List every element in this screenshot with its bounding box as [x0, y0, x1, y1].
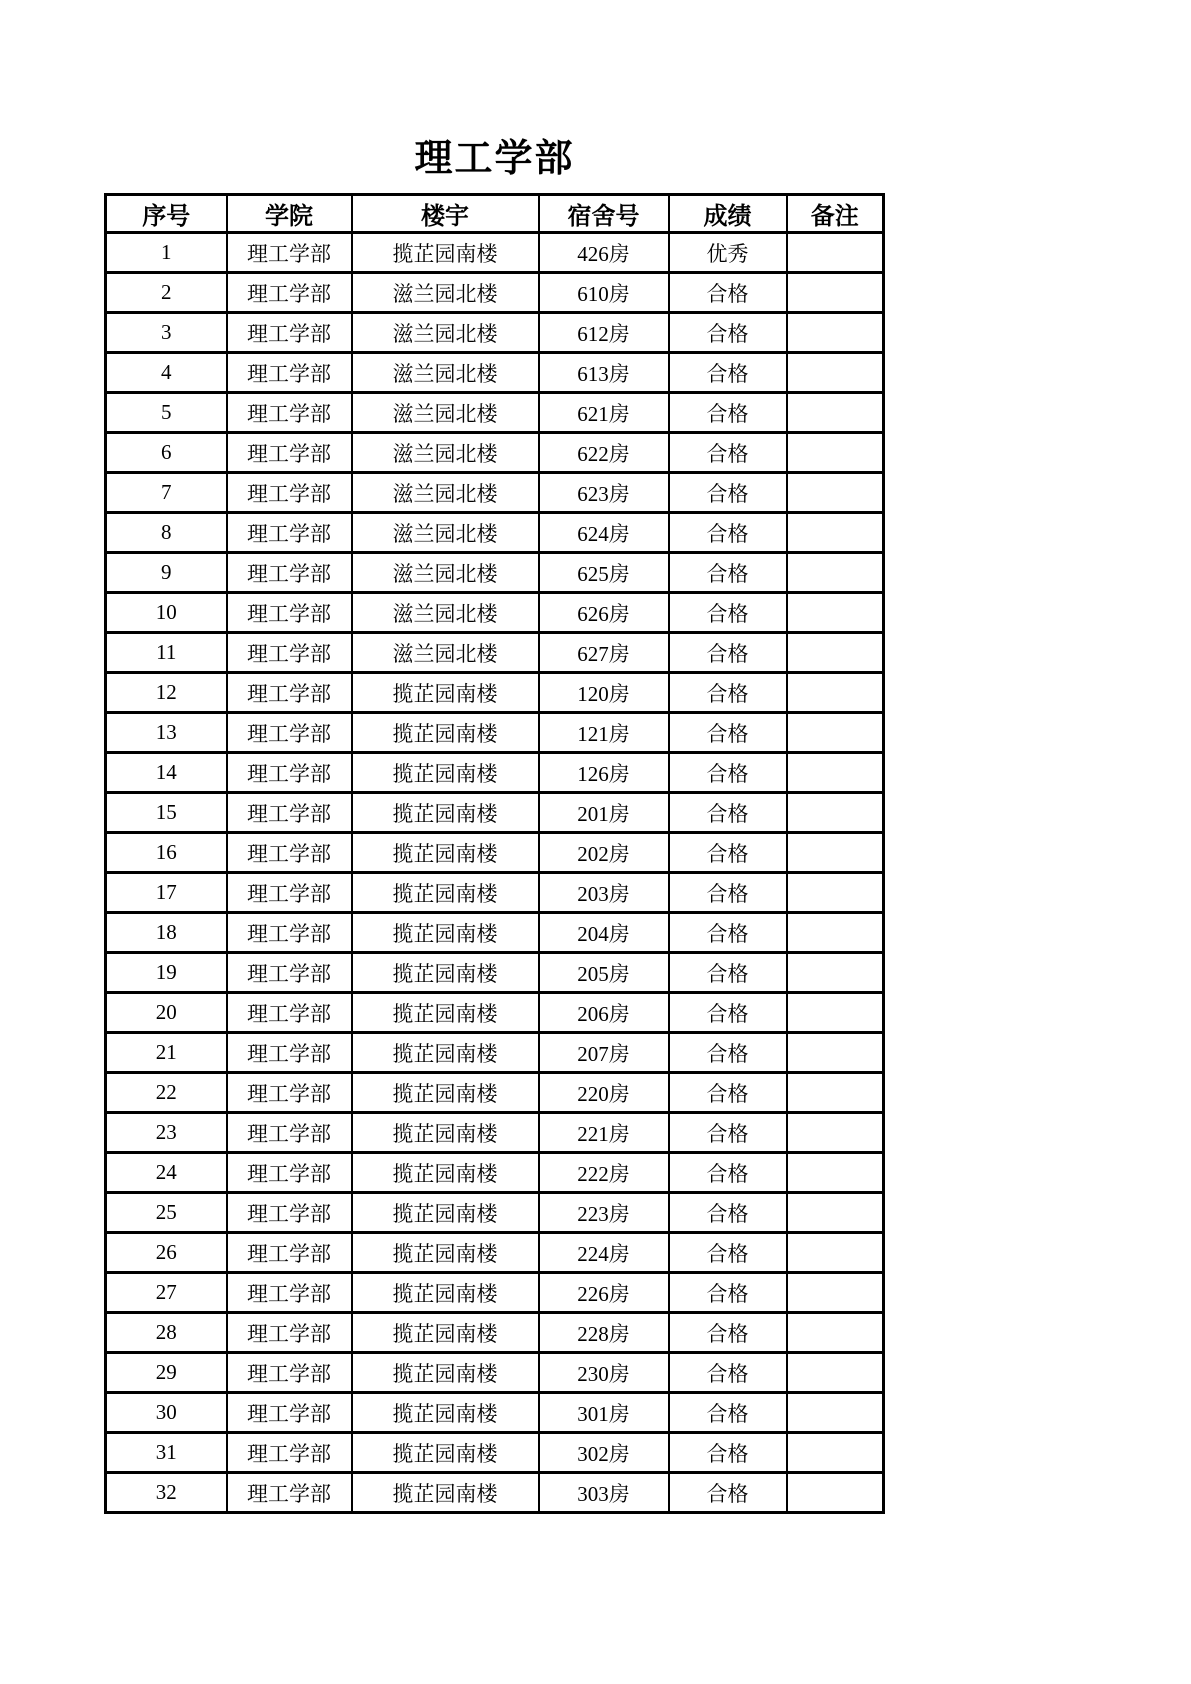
cell-remark	[787, 1113, 884, 1153]
table-row	[106, 713, 884, 753]
cell-remark	[787, 393, 884, 433]
cell-building: 揽芷园南楼	[352, 673, 539, 713]
table-row	[106, 1313, 884, 1353]
cell-remark	[787, 1393, 884, 1433]
cell-room: 625房	[539, 553, 669, 593]
cell-room: 613房	[539, 353, 669, 393]
cell-remark	[787, 913, 884, 953]
cell-building: 揽芷园南楼	[352, 873, 539, 913]
cell-college: 理工学部	[227, 1473, 352, 1513]
cell-building: 滋兰园北楼	[352, 313, 539, 353]
cell-college: 理工学部	[227, 233, 352, 273]
cell-building: 揽芷园南楼	[352, 993, 539, 1033]
cell-remark	[787, 1313, 884, 1353]
cell-building: 揽芷园南楼	[352, 1113, 539, 1153]
header-building: 楼宇	[352, 195, 539, 233]
cell-room: 220房	[539, 1073, 669, 1113]
cell-grade: 合格	[669, 913, 787, 953]
cell-room: 621房	[539, 393, 669, 433]
table-row	[106, 233, 884, 273]
cell-college: 理工学部	[227, 1033, 352, 1073]
roster-table	[104, 193, 885, 1514]
cell-remark	[787, 1193, 884, 1233]
cell-seq: 16	[106, 833, 227, 873]
cell-college: 理工学部	[227, 993, 352, 1033]
cell-grade: 合格	[669, 1273, 787, 1313]
cell-remark	[787, 1153, 884, 1193]
cell-building: 揽芷园南楼	[352, 953, 539, 993]
cell-remark	[787, 513, 884, 553]
cell-grade: 合格	[669, 1153, 787, 1193]
cell-college: 理工学部	[227, 1113, 352, 1153]
cell-building: 滋兰园北楼	[352, 473, 539, 513]
cell-college: 理工学部	[227, 1073, 352, 1113]
cell-grade: 合格	[669, 433, 787, 473]
cell-room: 228房	[539, 1313, 669, 1353]
cell-grade: 合格	[669, 353, 787, 393]
header-seq: 序号	[106, 195, 227, 233]
cell-grade: 合格	[669, 513, 787, 553]
table-row	[106, 993, 884, 1033]
table-row	[106, 393, 884, 433]
cell-seq: 29	[106, 1353, 227, 1393]
cell-building: 滋兰园北楼	[352, 633, 539, 673]
cell-college: 理工学部	[227, 513, 352, 553]
cell-college: 理工学部	[227, 793, 352, 833]
cell-remark	[787, 673, 884, 713]
cell-college: 理工学部	[227, 353, 352, 393]
cell-building: 揽芷园南楼	[352, 833, 539, 873]
cell-college: 理工学部	[227, 713, 352, 753]
cell-remark	[787, 553, 884, 593]
cell-grade: 合格	[669, 1433, 787, 1473]
cell-remark	[787, 353, 884, 393]
cell-building: 揽芷园南楼	[352, 1313, 539, 1353]
cell-room: 426房	[539, 233, 669, 273]
table-row	[106, 1273, 884, 1313]
cell-grade: 合格	[669, 313, 787, 353]
cell-seq: 21	[106, 1033, 227, 1073]
cell-room: 303房	[539, 1473, 669, 1513]
cell-remark	[787, 873, 884, 913]
cell-room: 204房	[539, 913, 669, 953]
cell-remark	[787, 793, 884, 833]
cell-seq: 19	[106, 953, 227, 993]
table-row	[106, 913, 884, 953]
cell-seq: 14	[106, 753, 227, 793]
table-row	[106, 1073, 884, 1113]
cell-seq: 23	[106, 1113, 227, 1153]
cell-grade: 合格	[669, 273, 787, 313]
cell-remark	[787, 233, 884, 273]
cell-building: 滋兰园北楼	[352, 593, 539, 633]
cell-building: 揽芷园南楼	[352, 793, 539, 833]
cell-grade: 合格	[669, 713, 787, 753]
table-row	[106, 873, 884, 913]
cell-seq: 3	[106, 313, 227, 353]
cell-seq: 24	[106, 1153, 227, 1193]
page-title: 理工学部	[414, 138, 575, 180]
cell-remark	[787, 633, 884, 673]
table-row	[106, 753, 884, 793]
table-body	[106, 233, 884, 1513]
cell-building: 揽芷园南楼	[352, 1153, 539, 1193]
cell-grade: 合格	[669, 473, 787, 513]
cell-building: 滋兰园北楼	[352, 513, 539, 553]
cell-room: 121房	[539, 713, 669, 753]
cell-grade: 合格	[669, 1473, 787, 1513]
table-row	[106, 1473, 884, 1513]
cell-seq: 17	[106, 873, 227, 913]
cell-seq: 12	[106, 673, 227, 713]
cell-room: 203房	[539, 873, 669, 913]
cell-building: 滋兰园北楼	[352, 393, 539, 433]
cell-room: 230房	[539, 1353, 669, 1393]
cell-seq: 11	[106, 633, 227, 673]
cell-room: 206房	[539, 993, 669, 1033]
cell-room: 226房	[539, 1273, 669, 1313]
cell-college: 理工学部	[227, 1393, 352, 1433]
table-row	[106, 793, 884, 833]
cell-room: 202房	[539, 833, 669, 873]
cell-building: 揽芷园南楼	[352, 1473, 539, 1513]
cell-room: 626房	[539, 593, 669, 633]
cell-remark	[787, 433, 884, 473]
table-row	[106, 673, 884, 713]
cell-college: 理工学部	[227, 553, 352, 593]
cell-college: 理工学部	[227, 673, 352, 713]
cell-college: 理工学部	[227, 873, 352, 913]
cell-grade: 合格	[669, 1033, 787, 1073]
cell-seq: 15	[106, 793, 227, 833]
cell-seq: 25	[106, 1193, 227, 1233]
cell-building: 揽芷园南楼	[352, 1273, 539, 1313]
cell-room: 201房	[539, 793, 669, 833]
cell-remark	[787, 313, 884, 353]
cell-room: 221房	[539, 1113, 669, 1153]
table-row	[106, 353, 884, 393]
cell-room: 302房	[539, 1433, 669, 1473]
cell-grade: 合格	[669, 1393, 787, 1433]
cell-room: 622房	[539, 433, 669, 473]
cell-room: 126房	[539, 753, 669, 793]
cell-college: 理工学部	[227, 273, 352, 313]
cell-room: 624房	[539, 513, 669, 553]
table-row	[106, 313, 884, 353]
cell-seq: 7	[106, 473, 227, 513]
table-row	[106, 1033, 884, 1073]
table-row	[106, 473, 884, 513]
cell-room: 222房	[539, 1153, 669, 1193]
cell-seq: 8	[106, 513, 227, 553]
cell-seq: 32	[106, 1473, 227, 1513]
cell-building: 揽芷园南楼	[352, 713, 539, 753]
table-header	[106, 195, 884, 233]
cell-building: 滋兰园北楼	[352, 553, 539, 593]
cell-building: 滋兰园北楼	[352, 273, 539, 313]
cell-grade: 合格	[669, 1313, 787, 1353]
cell-seq: 1	[106, 233, 227, 273]
cell-room: 623房	[539, 473, 669, 513]
cell-room: 205房	[539, 953, 669, 993]
cell-building: 揽芷园南楼	[352, 1073, 539, 1113]
cell-college: 理工学部	[227, 1233, 352, 1273]
cell-college: 理工学部	[227, 393, 352, 433]
cell-building: 揽芷园南楼	[352, 233, 539, 273]
cell-remark	[787, 713, 884, 753]
table-row	[106, 953, 884, 993]
cell-room: 610房	[539, 273, 669, 313]
table-row	[106, 833, 884, 873]
header-row	[106, 195, 884, 233]
cell-grade: 合格	[669, 873, 787, 913]
cell-seq: 22	[106, 1073, 227, 1113]
header-grade: 成绩	[669, 195, 787, 233]
cell-college: 理工学部	[227, 1153, 352, 1193]
cell-seq: 26	[106, 1233, 227, 1273]
cell-seq: 9	[106, 553, 227, 593]
table-row	[106, 593, 884, 633]
cell-building: 滋兰园北楼	[352, 433, 539, 473]
cell-grade: 合格	[669, 793, 787, 833]
cell-seq: 13	[106, 713, 227, 753]
cell-room: 301房	[539, 1393, 669, 1433]
header-college: 学院	[227, 195, 352, 233]
cell-college: 理工学部	[227, 913, 352, 953]
cell-seq: 20	[106, 993, 227, 1033]
cell-grade: 合格	[669, 393, 787, 433]
cell-remark	[787, 593, 884, 633]
cell-grade: 合格	[669, 1353, 787, 1393]
cell-seq: 18	[106, 913, 227, 953]
cell-grade: 合格	[669, 1233, 787, 1273]
cell-room: 207房	[539, 1033, 669, 1073]
table-row	[106, 553, 884, 593]
table-row	[106, 1433, 884, 1473]
cell-grade: 合格	[669, 953, 787, 993]
table-row	[106, 513, 884, 553]
cell-grade: 合格	[669, 553, 787, 593]
cell-seq: 10	[106, 593, 227, 633]
cell-grade: 优秀	[669, 233, 787, 273]
cell-college: 理工学部	[227, 593, 352, 633]
cell-room: 224房	[539, 1233, 669, 1273]
cell-room: 223房	[539, 1193, 669, 1233]
table-row	[106, 1193, 884, 1233]
cell-grade: 合格	[669, 673, 787, 713]
cell-seq: 6	[106, 433, 227, 473]
cell-building: 揽芷园南楼	[352, 1433, 539, 1473]
cell-grade: 合格	[669, 993, 787, 1033]
cell-remark	[787, 1033, 884, 1073]
cell-room: 612房	[539, 313, 669, 353]
cell-college: 理工学部	[227, 1313, 352, 1353]
cell-college: 理工学部	[227, 313, 352, 353]
cell-building: 揽芷园南楼	[352, 753, 539, 793]
cell-seq: 27	[106, 1273, 227, 1313]
cell-seq: 31	[106, 1433, 227, 1473]
cell-college: 理工学部	[227, 1433, 352, 1473]
cell-grade: 合格	[669, 1113, 787, 1153]
cell-remark	[787, 1353, 884, 1393]
cell-college: 理工学部	[227, 1273, 352, 1313]
cell-building: 揽芷园南楼	[352, 913, 539, 953]
cell-building: 揽芷园南楼	[352, 1233, 539, 1273]
table-row	[106, 1393, 884, 1433]
cell-seq: 2	[106, 273, 227, 313]
cell-grade: 合格	[669, 633, 787, 673]
cell-college: 理工学部	[227, 1353, 352, 1393]
table-row	[106, 1353, 884, 1393]
cell-building: 揽芷园南楼	[352, 1033, 539, 1073]
cell-remark	[787, 953, 884, 993]
table-row	[106, 633, 884, 673]
table-row	[106, 1233, 884, 1273]
cell-seq: 4	[106, 353, 227, 393]
table-row	[106, 1153, 884, 1193]
cell-college: 理工学部	[227, 433, 352, 473]
cell-grade: 合格	[669, 833, 787, 873]
cell-seq: 5	[106, 393, 227, 433]
cell-grade: 合格	[669, 1193, 787, 1233]
cell-remark	[787, 473, 884, 513]
cell-building: 滋兰园北楼	[352, 353, 539, 393]
cell-college: 理工学部	[227, 753, 352, 793]
cell-remark	[787, 1233, 884, 1273]
cell-remark	[787, 833, 884, 873]
cell-remark	[787, 993, 884, 1033]
table-row	[106, 273, 884, 313]
cell-remark	[787, 753, 884, 793]
cell-college: 理工学部	[227, 473, 352, 513]
cell-remark	[787, 1073, 884, 1113]
cell-grade: 合格	[669, 753, 787, 793]
cell-grade: 合格	[669, 1073, 787, 1113]
header-room: 宿舍号	[539, 195, 669, 233]
cell-room: 120房	[539, 673, 669, 713]
cell-grade: 合格	[669, 593, 787, 633]
header-remark: 备注	[787, 195, 884, 233]
cell-room: 627房	[539, 633, 669, 673]
cell-building: 揽芷园南楼	[352, 1353, 539, 1393]
cell-remark	[787, 1473, 884, 1513]
cell-remark	[787, 1433, 884, 1473]
table-row	[106, 1113, 884, 1153]
cell-college: 理工学部	[227, 833, 352, 873]
cell-seq: 28	[106, 1313, 227, 1353]
cell-seq: 30	[106, 1393, 227, 1433]
cell-college: 理工学部	[227, 1193, 352, 1233]
cell-building: 揽芷园南楼	[352, 1193, 539, 1233]
cell-building: 揽芷园南楼	[352, 1393, 539, 1433]
table-row	[106, 433, 884, 473]
cell-remark	[787, 273, 884, 313]
cell-college: 理工学部	[227, 953, 352, 993]
cell-remark	[787, 1273, 884, 1313]
cell-college: 理工学部	[227, 633, 352, 673]
